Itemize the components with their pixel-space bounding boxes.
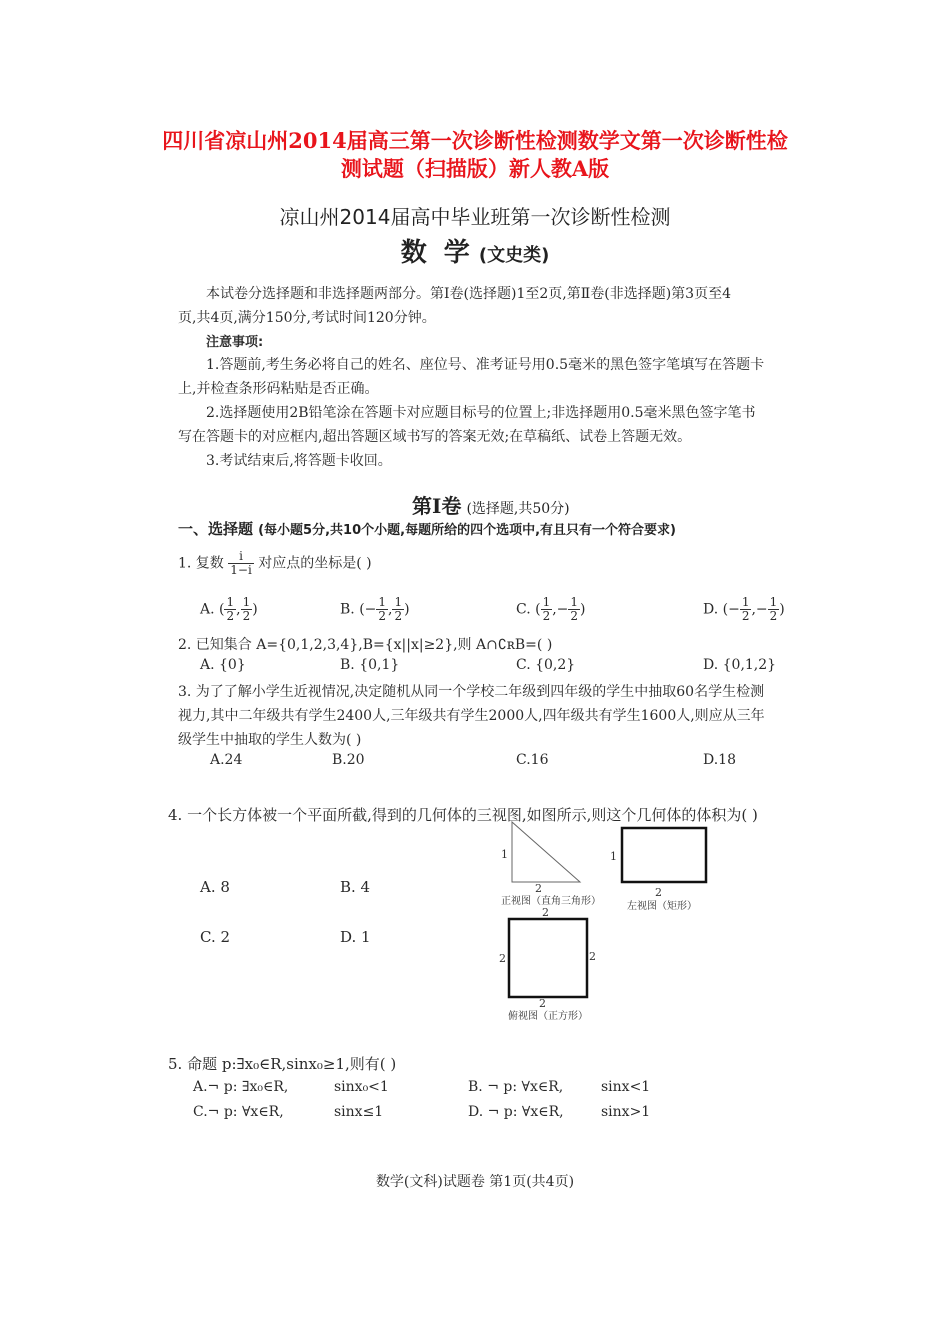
document-title-line1: 四川省凉山州2014届高三第一次诊断性检测数学文第一次诊断性检 [162,128,788,153]
top-view-bottom-label: 2 [539,997,546,1010]
q3-option-c: C.16 [516,752,549,768]
q1d-end: ) [779,601,785,618]
q1c-n2: 1 [570,595,579,609]
section-heading [178,518,676,539]
q5-option-c-expr: sinx≤1 [334,1104,384,1120]
part1-note: (选择题,共50分) [466,501,570,517]
left-view-side-label: 1 [610,850,617,863]
q1b-frac1 [376,596,388,623]
q1b-d2: 2 [394,609,403,623]
q5-option-d-expr: sinx>1 [601,1104,651,1120]
q1d-frac1 [740,596,752,623]
front-view-triangle [512,822,580,882]
q1-frac-den: 1−i [230,563,252,577]
subject-name: 数 学 [400,238,474,268]
q1d-frac2 [768,596,780,623]
q5-option-b-expr: sinx<1 [601,1079,651,1095]
front-view-figure [495,820,605,908]
q1a-label: A. ( [200,601,225,618]
top-view-caption: 俯视图（正方形） [508,1011,588,1022]
top-view-figure [496,905,606,1025]
q5-option-d-label: D. ¬ p: ∀x∈R, [468,1104,564,1120]
q1a-n1: 1 [226,595,235,609]
q1-frac-num: i [228,550,254,564]
q5-option-a-expr: sinx₀<1 [334,1079,389,1095]
q4-option-d: D. 1 [340,928,371,946]
q1-option-b [340,596,410,623]
q1c-frac1 [541,596,553,623]
q1b-end: ) [404,601,410,618]
section-note: (每小题5分,共10个小题,每题所给的四个选项中,有且只有一个符合要求) [258,523,676,538]
q1a-frac1 [224,596,236,623]
notice-1b: 上,并检查条形码粘贴是否正确。 [178,381,379,397]
question-4-stem: 4. 一个长方体被一个平面所截,得到的几何体的三视图,如图所示,则这个几何体的体积为( ) [168,806,758,824]
notice-heading: 注意事项: [206,335,264,350]
q1c-label: C. ( [516,601,541,618]
q1-suffix: 对应点的坐标是( ) [258,555,372,572]
q1-option-d [703,596,785,623]
front-view-caption: 正视图（直角三角形） [501,896,601,907]
question-2-stem: 2. 已知集合 A={0,1,2,3,4},B={x||x|≥2},则 A∩∁ʀB=( ) [178,637,553,653]
q4-option-c: C. 2 [200,928,231,946]
notice-3: 3.考试结束后,将答题卡收回。 [206,453,392,469]
q5-option-a-label: A.¬ p: ∃x₀∈R, [193,1079,289,1095]
top-view-left-label: 2 [499,952,506,965]
q1a-n2: 1 [242,595,251,609]
q1-option-a [200,596,258,623]
page-footer: 数学(文科)试题卷 第1页(共4页) [375,1174,575,1190]
q4-option-a: A. 8 [200,878,230,896]
section-title: 一、选择题 [178,520,254,538]
q1d-n2: 1 [769,595,778,609]
q1b-frac2 [392,596,404,623]
subject-type: (文史类) [478,245,550,266]
q1-option-c [516,596,586,623]
q1a-frac2 [241,596,253,623]
question-5-stem: 5. 命题 p:∃x₀∈R,sinx₀≥1,则有( ) [168,1055,397,1073]
q1c-sep: ,− [552,601,569,618]
q3-option-a: A.24 [210,752,243,768]
notice-2a: 2.选择题使用2B铅笔涂在答题卡对应题目标号的位置上;非选择题用0.5毫米黑色签字笔书 [206,405,756,421]
q1c-d1: 2 [542,609,551,623]
q1b-label: B. (− [340,601,377,618]
q1b-n1: 1 [378,595,387,609]
q3-option-d: D.18 [703,752,736,768]
front-view-side-label: 1 [501,848,508,861]
q2-option-b: B. {0,1} [340,657,400,673]
left-view-caption: 左视图（矩形） [627,901,697,912]
q1-prefix: 1. 复数 [178,555,224,572]
notice-2b: 写在答题卡的对应框内,超出答题区域书写的答案无效;在草稿纸、试卷上答题无效。 [178,429,692,445]
q1d-d1: 2 [741,609,750,623]
q2-option-d: D. {0,1,2} [703,657,777,673]
q3-option-b: B.20 [332,752,365,768]
q1a-d2: 2 [242,609,251,623]
document-title-line2: 测试题（扫描版）新人教A版 [340,156,610,181]
exam-subject [0,232,950,269]
q1c-d2: 2 [570,609,579,623]
intro-line2: 页,共4页,满分150分,考试时间120分钟。 [178,310,436,326]
front-view-bottom-label: 2 [535,882,542,895]
exam-title: 凉山州2014届高中毕业班第一次诊断性检测 [279,205,671,229]
left-view-rectangle [622,828,706,882]
left-view-bottom-label: 2 [655,886,662,899]
q1b-n2: 1 [394,595,403,609]
q1d-d2: 2 [769,609,778,623]
q4-option-b: B. 4 [340,878,371,896]
q1c-end: ) [580,601,586,618]
q1a-d1: 2 [226,609,235,623]
question-3-line2: 视力,其中二年级共有学生2400人,三年级共有学生2000人,四年级共有学生1600人,则应从三年 [178,708,765,724]
q1a-end: ) [252,601,258,618]
question-1-stem [178,550,372,577]
q1a-sep: , [236,601,241,618]
q5-option-b-label: B. ¬ p: ∀x∈R, [468,1079,564,1095]
q1-fraction [228,550,254,577]
q5-option-c-label: C.¬ p: ∀x∈R, [193,1104,284,1120]
question-3-line3: 级学生中抽取的学生人数为( ) [178,732,362,748]
q1b-sep: , [388,601,393,618]
q1d-n1: 1 [741,595,750,609]
q1d-sep: ,− [751,601,768,618]
q2-option-c: C. {0,2} [516,657,576,673]
notice-1a: 1.答题前,考生务必将自己的姓名、座位号、准考证号用0.5毫米的黑色签字笔填写在答题卡 [206,357,765,373]
q1c-n1: 1 [542,595,551,609]
part1-title: 第Ⅰ卷 [412,494,462,518]
q1b-d1: 2 [378,609,387,623]
left-view-figure [603,822,713,914]
top-view-top-label: 2 [542,906,549,919]
q2-option-a: A. {0} [200,657,246,673]
part1-heading [412,490,570,519]
q1c-frac2 [568,596,580,623]
intro-line1: 本试卷分选择题和非选择题两部分。第Ⅰ卷(选择题)1至2页,第Ⅱ卷(非选择题)第3页至4 [206,286,731,302]
q1d-label: D. (− [703,601,740,618]
question-3-line1: 3. 为了了解小学生近视情况,决定随机从同一个学校二年级到四年级的学生中抽取60名学生检测 [178,684,765,700]
top-view-right-label: 2 [589,950,596,963]
top-view-square [509,919,587,997]
